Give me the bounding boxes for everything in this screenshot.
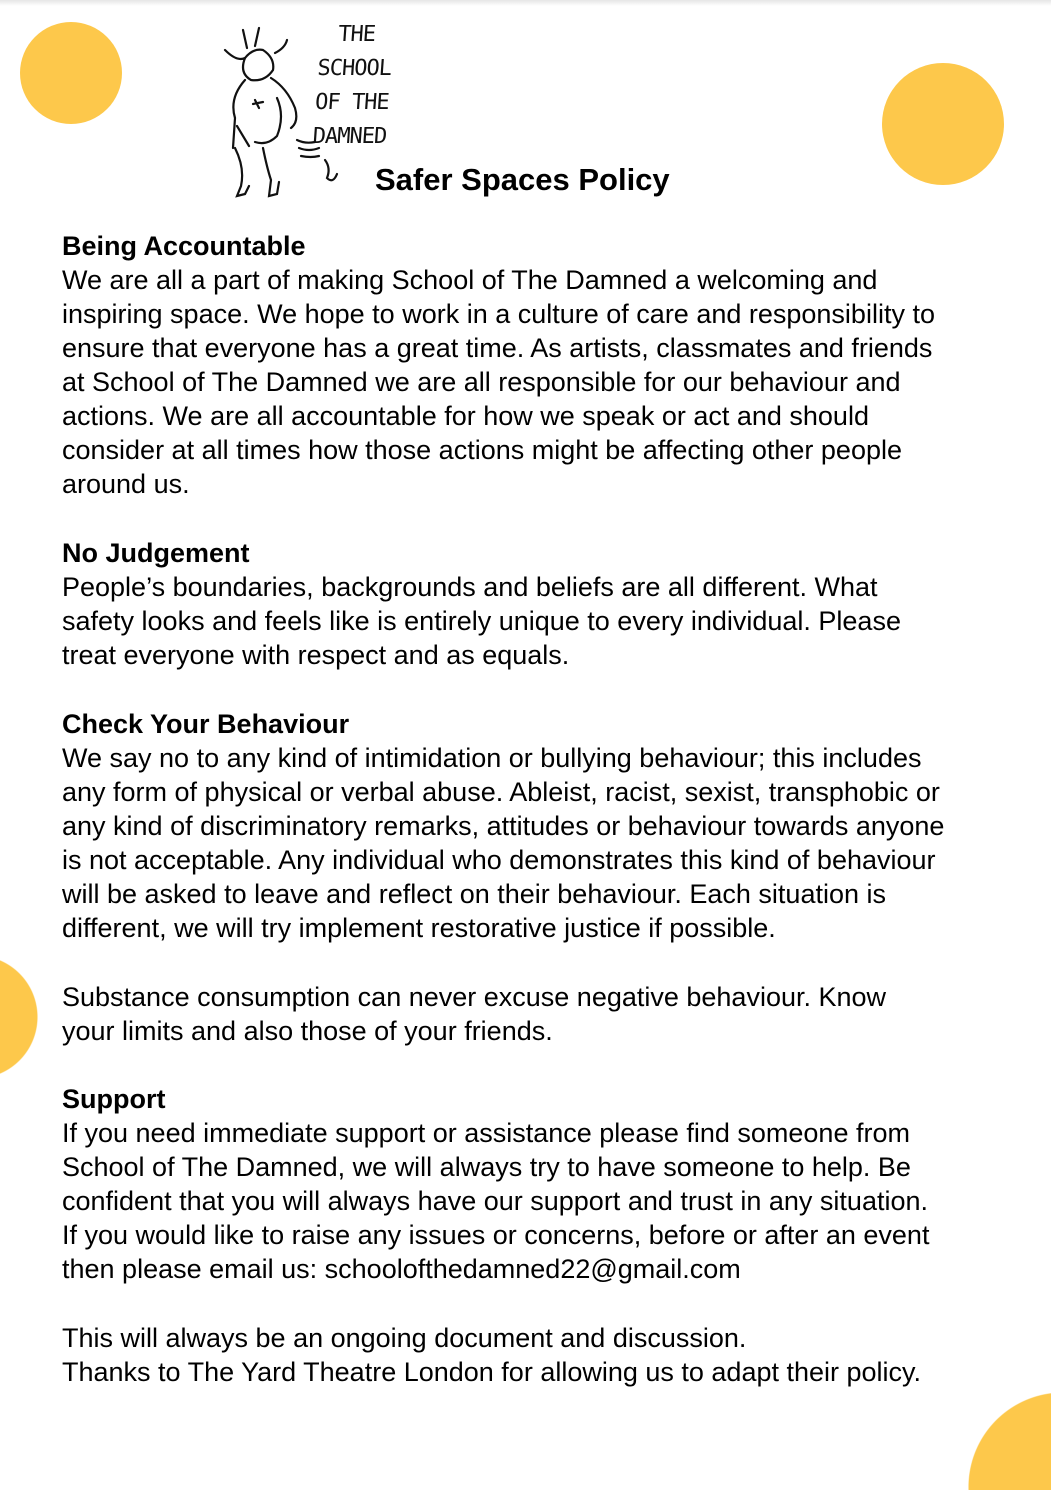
section-no-judgement — [62, 536, 1022, 672]
body-line: Substance consumption can never excuse negative behaviour. Know — [62, 982, 887, 1012]
body-line: ensure that everyone has a great time. As artists, classmates and friends — [62, 333, 933, 363]
top-shadow — [0, 0, 1051, 6]
body-line: People’s boundaries, backgrounds and beliefs are all different. What — [62, 572, 878, 602]
decorative-circle — [0, 955, 38, 1080]
section-heading: Support — [62, 1084, 166, 1114]
body-line: different, we will try implement restorative justice if possible. — [62, 913, 776, 943]
body-line: any form of physical or verbal abuse. Ableist, racist, sexist, transphobic or — [62, 777, 940, 807]
body-line: any kind of discriminatory remarks, attitudes or behaviour towards anyone — [62, 811, 945, 841]
body-line: If you need immediate support or assistance please find someone from — [62, 1118, 910, 1148]
body-line: around us. — [62, 469, 190, 499]
section-being-accountable — [62, 229, 1022, 501]
logo-wordmark — [293, 18, 413, 154]
section-heading: Check Your Behaviour — [62, 709, 350, 739]
section-heading: Being Accountable — [62, 231, 306, 261]
body-line: then please email us: schoolofthedamned22@gmail.com — [62, 1254, 741, 1284]
section-heading: No Judgement — [62, 538, 250, 568]
body-line: treat everyone with respect and as equals. — [62, 640, 570, 670]
logo-text-line: DAMNED — [311, 124, 388, 149]
section-closing — [62, 1321, 1022, 1389]
section-substance — [62, 980, 1022, 1048]
decorative-circle — [882, 63, 1004, 185]
body-line: safety looks and feels like is entirely unique to every individual. Please — [62, 606, 901, 636]
body-line: This will always be an ongoing document and discussion. — [62, 1323, 747, 1353]
section-support — [62, 1082, 1022, 1286]
body-line: We say no to any kind of intimidation or bullying behaviour; this includes — [62, 743, 922, 773]
body-line: confident that you will always have our support and trust in any situation. — [62, 1186, 928, 1216]
body-line: We are all a part of making School of The Damned a welcoming and — [62, 265, 878, 295]
body-line: your limits and also those of your friends. — [62, 1016, 553, 1046]
logo-text-line: OF THE — [314, 90, 390, 115]
body-line: School of The Damned, we will always try to have someone to help. Be — [62, 1152, 911, 1182]
logo-text-line: THE SCHOOL — [316, 22, 392, 81]
body-line: will be asked to leave and reflect on their behaviour. Each situation is — [62, 879, 886, 909]
body-line: consider at all times how those actions might be affecting other people — [62, 435, 902, 465]
section-check-your-behaviour — [62, 707, 1022, 945]
body-line: Thanks to The Yard Theatre London for allowing us to adapt their policy. — [62, 1357, 922, 1387]
decorative-circle — [968, 1392, 1051, 1490]
body-line: If you would like to raise any issues or concerns, before or after an event — [62, 1220, 930, 1250]
decorative-circle — [20, 22, 122, 124]
body-line: is not acceptable. Any individual who demonstrates this kind of behaviour — [62, 845, 936, 875]
body-line: at School of The Damned we are all responsible for our behaviour and — [62, 367, 901, 397]
body-line: inspiring space. We hope to work in a culture of care and responsibility to — [62, 299, 935, 329]
page-title: Safer Spaces Policy — [375, 162, 670, 197]
body-line: actions. We are all accountable for how we speak or act and should — [62, 401, 869, 431]
